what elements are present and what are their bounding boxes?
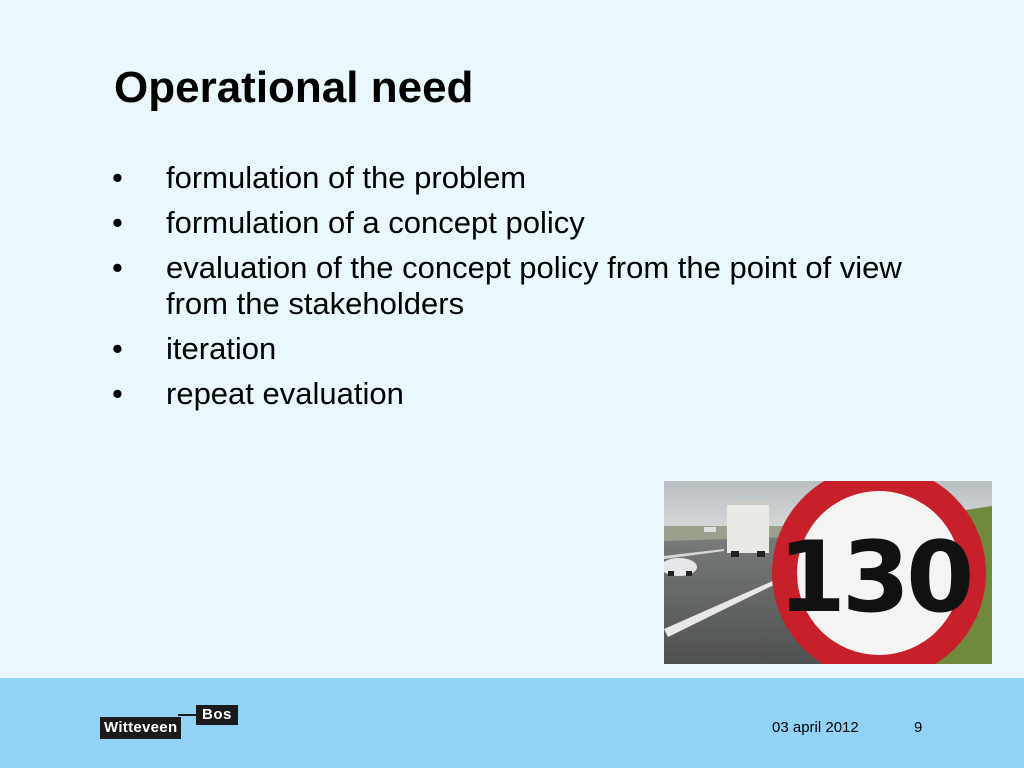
bullet-list <box>110 160 930 421</box>
page-number: 9 <box>914 719 923 736</box>
bullet-item <box>110 331 930 367</box>
bullet-marker: • <box>112 205 123 240</box>
bullet-item <box>110 250 930 322</box>
footer-date: 03 april 2012 <box>772 719 859 736</box>
bullet-text: formulation of the problem <box>166 160 527 195</box>
sign-number: 130 <box>777 521 971 635</box>
bullet-item <box>110 376 930 412</box>
bullet-marker: • <box>112 250 123 285</box>
bullet-marker: • <box>112 160 123 195</box>
slide-title: Operational need <box>114 63 474 112</box>
bullet-text: repeat evaluation <box>166 376 404 411</box>
logo-line <box>178 714 198 716</box>
speed-limit-sign-photo <box>664 481 992 664</box>
company-logo <box>100 705 240 745</box>
bullet-text: formulation of a concept policy <box>166 205 585 240</box>
bullet-item <box>110 160 930 196</box>
bullet-text: iteration <box>166 331 277 366</box>
bullet-marker: • <box>112 331 123 366</box>
bullet-marker: • <box>112 376 123 411</box>
logo-text-bos: Bos <box>196 705 238 725</box>
logo-text-witteveen: Witteveen <box>100 717 181 739</box>
bullet-text: evaluation of the concept policy from the point of view from the stakeholders <box>166 250 902 321</box>
bullet-item <box>110 205 930 241</box>
